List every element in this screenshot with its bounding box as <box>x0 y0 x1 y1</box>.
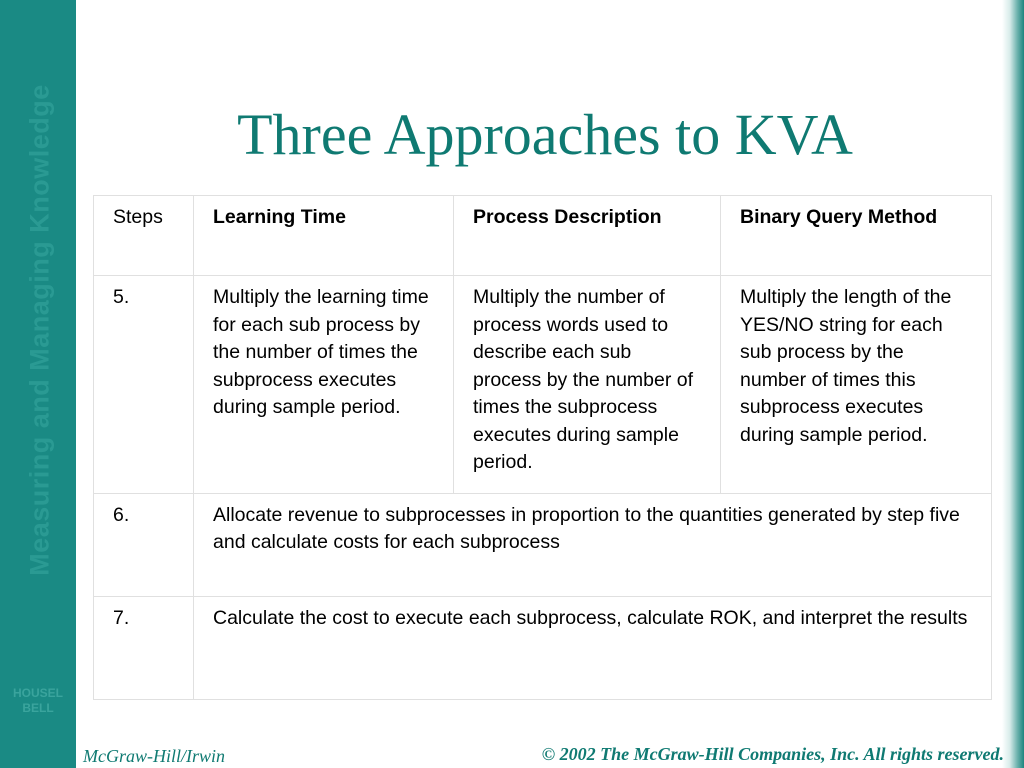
header-process-description: Process Description <box>454 196 721 276</box>
binary-query-cell: Multiply the length of the YES/NO string for each sub process by the number of times this subprocess executes during sample period. <box>721 276 992 493</box>
table-header-row <box>94 196 992 276</box>
slide-title: Three Approaches to KVA <box>237 102 853 167</box>
right-edge-decoration <box>1002 0 1024 768</box>
header-binary-query-method: Binary Query Method <box>721 196 992 276</box>
vertical-book-title: Measuring and Managing Knowledge <box>24 84 55 576</box>
author-line-2: BELL <box>22 701 54 715</box>
author-line-1: HOUSEL <box>12 686 63 700</box>
publisher-footer: McGraw-Hill/Irwin <box>83 746 225 766</box>
kva-table <box>93 195 992 700</box>
table-row <box>94 493 992 596</box>
copyright-footer: © 2002 The McGraw-Hill Companies, Inc. All rights reserved. <box>541 744 1004 764</box>
side-band <box>0 0 76 768</box>
merged-step-cell: Allocate revenue to subprocesses in proportion to the quantities generated by step five and calculate costs for each subprocess <box>194 493 992 596</box>
table-row <box>94 596 992 699</box>
learning-time-cell: Multiply the learning time for each sub process by the number of times the subprocess executes during sample period. <box>194 276 454 493</box>
table-row <box>94 276 992 493</box>
step-number: 6. <box>94 493 194 596</box>
process-description-cell: Multiply the number of process words used to describe each sub process by the number of times the subprocess executes during sample period. <box>454 276 721 493</box>
merged-step-cell: Calculate the cost to execute each subprocess, calculate ROK, and interpret the results <box>194 596 992 699</box>
author-names <box>0 686 76 716</box>
step-number: 5. <box>94 276 194 493</box>
header-learning-time: Learning Time <box>194 196 454 276</box>
step-number: 7. <box>94 596 194 699</box>
header-steps: Steps <box>94 196 194 276</box>
